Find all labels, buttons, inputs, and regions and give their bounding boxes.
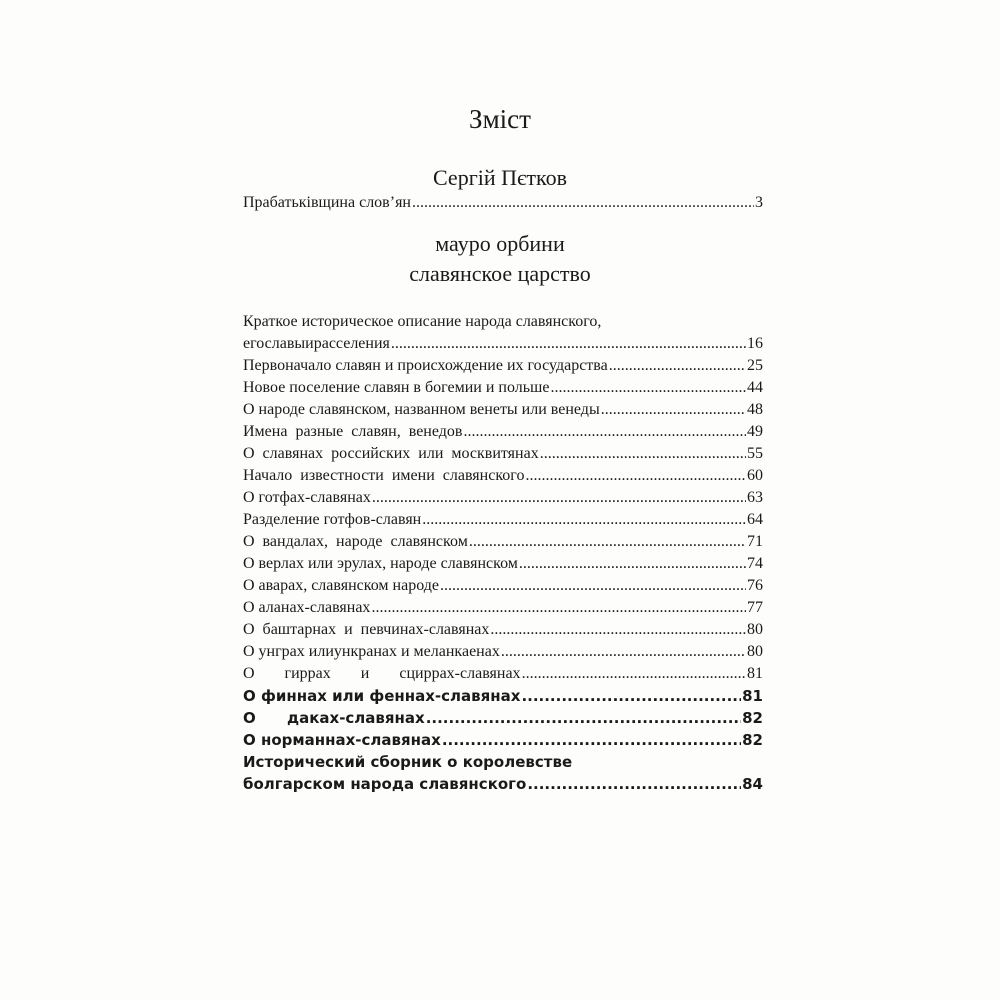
toc-entry-page: 82: [742, 731, 763, 749]
toc-entry: [243, 443, 763, 465]
toc-entry-page: 82: [742, 709, 763, 727]
toc-entry: [243, 421, 763, 443]
dot-leader: [522, 663, 746, 685]
toc-entry-text: О верлах или эрулах, народе славянском: [243, 555, 518, 572]
toc-entry: [243, 641, 763, 663]
section-author-orbini: мауро орбини: [435, 231, 565, 256]
toc-section-petkov: [243, 192, 763, 214]
toc-entry: [243, 531, 763, 553]
toc-entry-page: 63: [747, 489, 763, 506]
toc-entry-page: 77: [747, 599, 763, 616]
dot-leader: [525, 465, 746, 487]
toc-entry: [243, 377, 763, 399]
dot-leader: [540, 443, 746, 465]
toc-entry-text: Новое поселение славян в богемии и польше: [243, 379, 550, 396]
toc-entry-text: О готфах-славянах: [243, 489, 371, 506]
section-author-petkov: Сергій Пєтков: [432, 165, 568, 190]
toc-entry-page: 16: [747, 335, 763, 352]
toc-entry-text: О унграх илиункранах и меланкаенах: [243, 643, 500, 660]
toc-entry-page: 64: [747, 511, 763, 528]
toc-entry-text: болгарском народа славянского: [243, 775, 527, 793]
toc-entry-text: О аварах, славянском народе: [243, 577, 439, 594]
dot-leader: [521, 685, 741, 707]
toc-entry-page: 80: [747, 643, 763, 660]
toc-entry-text: Разделение готфов-славян: [243, 511, 422, 528]
toc-entry: [243, 597, 763, 619]
toc-section-orbini: [243, 311, 763, 795]
dot-leader: [490, 619, 746, 641]
section-title-orbini: славянское царство: [409, 261, 591, 286]
toc-entry-text: О финнах или феннах-славянах: [243, 687, 521, 705]
toc-entry-text: Имена разные славян, венедов: [243, 423, 463, 440]
toc-entry-text: О даках-славянах: [243, 709, 425, 727]
toc-entry: [243, 192, 763, 214]
toc-entry-text: Начало известности имени славянского: [243, 467, 525, 484]
toc-entry-page: 76: [747, 577, 763, 594]
toc-entry-text: О баштарнах и певчинах-славянах: [243, 621, 490, 638]
toc-entry-page: 81: [742, 687, 763, 705]
toc-entry: [243, 685, 763, 707]
toc-entry: [243, 487, 763, 509]
dot-leader: [440, 575, 746, 597]
toc-entry: [243, 553, 763, 575]
dot-leader: [412, 192, 754, 214]
toc-entry-page: 49: [747, 423, 763, 440]
toc-entry-text-line1: Исторический сборник о королевстве: [243, 753, 573, 771]
toc-entry-page: 48: [747, 401, 763, 418]
dot-leader: [550, 377, 746, 399]
toc-entry-page: 74: [747, 555, 763, 572]
toc-entry-page: 3: [755, 194, 763, 211]
page-title: Зміст: [469, 104, 531, 134]
dot-leader: [609, 355, 746, 377]
toc-entry: [243, 707, 763, 729]
toc-entry-page: 55: [747, 445, 763, 462]
toc-entry: [243, 729, 763, 751]
toc-entry-text-line1: Краткое историческое описание народа славянского,: [243, 313, 602, 330]
toc-entry-text: Первоначало славян и происхождение их государства: [243, 357, 608, 374]
dot-leader: [519, 553, 746, 575]
toc-entry-text: О народе славянском, названном венеты или венеды: [243, 401, 600, 418]
toc-entry-text: О аланах-славянах: [243, 599, 371, 616]
toc-entry-page: 25: [747, 357, 763, 374]
dot-leader: [426, 707, 741, 729]
toc-entry: [243, 619, 763, 641]
dot-leader: [501, 641, 746, 663]
toc-entry-text: Прабатьківщина слов’ян: [243, 194, 411, 211]
dot-leader: [372, 487, 746, 509]
toc-entry-page: 60: [747, 467, 763, 484]
toc-entry: [243, 663, 763, 685]
dot-leader: [371, 597, 746, 619]
dot-leader: [391, 333, 746, 355]
toc-entry-text: О вандалах, народе славянском: [243, 533, 468, 550]
toc-entry: [243, 509, 763, 531]
toc-entry: [243, 311, 763, 355]
dot-leader: [442, 729, 741, 751]
toc-entry: [243, 575, 763, 597]
toc-entry-page: 81: [747, 665, 763, 682]
dot-leader: [527, 773, 741, 795]
dot-leader: [469, 531, 746, 553]
toc-entry: [243, 751, 763, 795]
toc-entry: [243, 355, 763, 377]
toc-entry-text: О норманнах-славянах: [243, 731, 441, 749]
toc-entry-page: 44: [747, 379, 763, 396]
toc-entry: [243, 465, 763, 487]
toc-entry-page: 80: [747, 621, 763, 638]
toc-entry-text: О гиррах и сциррах-славянах: [243, 665, 521, 682]
toc-entry-text: О славянах российских или москвитянах: [243, 445, 539, 462]
dot-leader: [463, 421, 746, 443]
dot-leader: [422, 509, 746, 531]
dot-leader: [601, 399, 746, 421]
toc-entry-page: 71: [747, 533, 763, 550]
toc-entry-text: егославыирасселения: [243, 335, 390, 352]
toc-entry-page: 84: [742, 775, 763, 793]
toc-entry: [243, 399, 763, 421]
